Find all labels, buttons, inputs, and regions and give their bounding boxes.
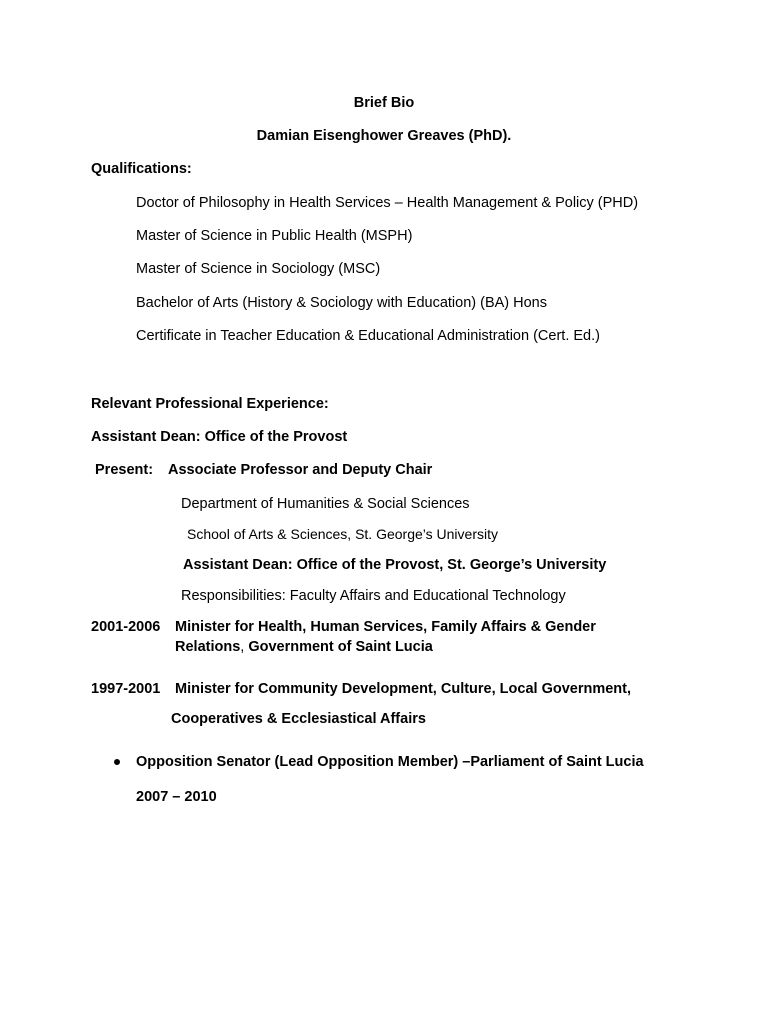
qualification-item: Master of Science in Sociology (MSC)	[136, 261, 381, 277]
department-line: Department of Humanities & Social Sciences	[181, 496, 470, 512]
entry-role-continued: Cooperatives & Ecclesiastical Affairs	[171, 711, 426, 727]
responsibilities-line: Responsibilities: Faculty Affairs and Educational Technology	[181, 588, 566, 604]
entry-role-continued	[175, 638, 433, 656]
assistant-dean-full-line: Assistant Dean: Office of the Provost, St. George’s University	[183, 557, 607, 573]
present-role: Associate Professor and Deputy Chair	[168, 462, 433, 478]
entry-role: Minister for Health, Human Services, Family Affairs & Gender	[175, 619, 596, 635]
entry-role: Minister for Community Development, Culture, Local Government,	[175, 681, 632, 697]
entry-role-relations: Relations	[175, 639, 241, 655]
entry-years: 2001-2006	[91, 619, 161, 635]
qualification-item: Doctor of Philosophy in Health Services – Health Management & Policy (PHD)	[136, 195, 639, 211]
senator-years: 2007 – 2010	[136, 789, 217, 805]
bullet-icon	[114, 759, 120, 765]
experience-heading: Relevant Professional Experience:	[91, 396, 329, 412]
qualifications-heading: Qualifications:	[91, 161, 192, 177]
senator-line: Opposition Senator (Lead Opposition Member) –Parliament of Saint Lucia	[136, 754, 644, 770]
entry-years: 1997-2001	[91, 681, 161, 697]
qualification-item: Certificate in Teacher Education & Educational Administration (Cert. Ed.)	[136, 328, 600, 344]
entry-role-government: Government of Saint Lucia	[244, 639, 433, 655]
entry-role-separator: ,	[240, 639, 245, 655]
doc-name: Damian Eisenghower Greaves (PhD).	[256, 128, 512, 144]
qualification-item: Master of Science in Public Health (MSPH)	[136, 228, 413, 244]
present-label: Present:	[95, 462, 154, 478]
assistant-dean-line: Assistant Dean: Office of the Provost	[91, 429, 348, 445]
doc-title: Brief Bio	[353, 95, 415, 111]
qualification-item: Bachelor of Arts (History & Sociology with Education) (BA) Hons	[136, 295, 547, 311]
school-line: School of Arts & Sciences, St. George’s University	[187, 526, 498, 542]
